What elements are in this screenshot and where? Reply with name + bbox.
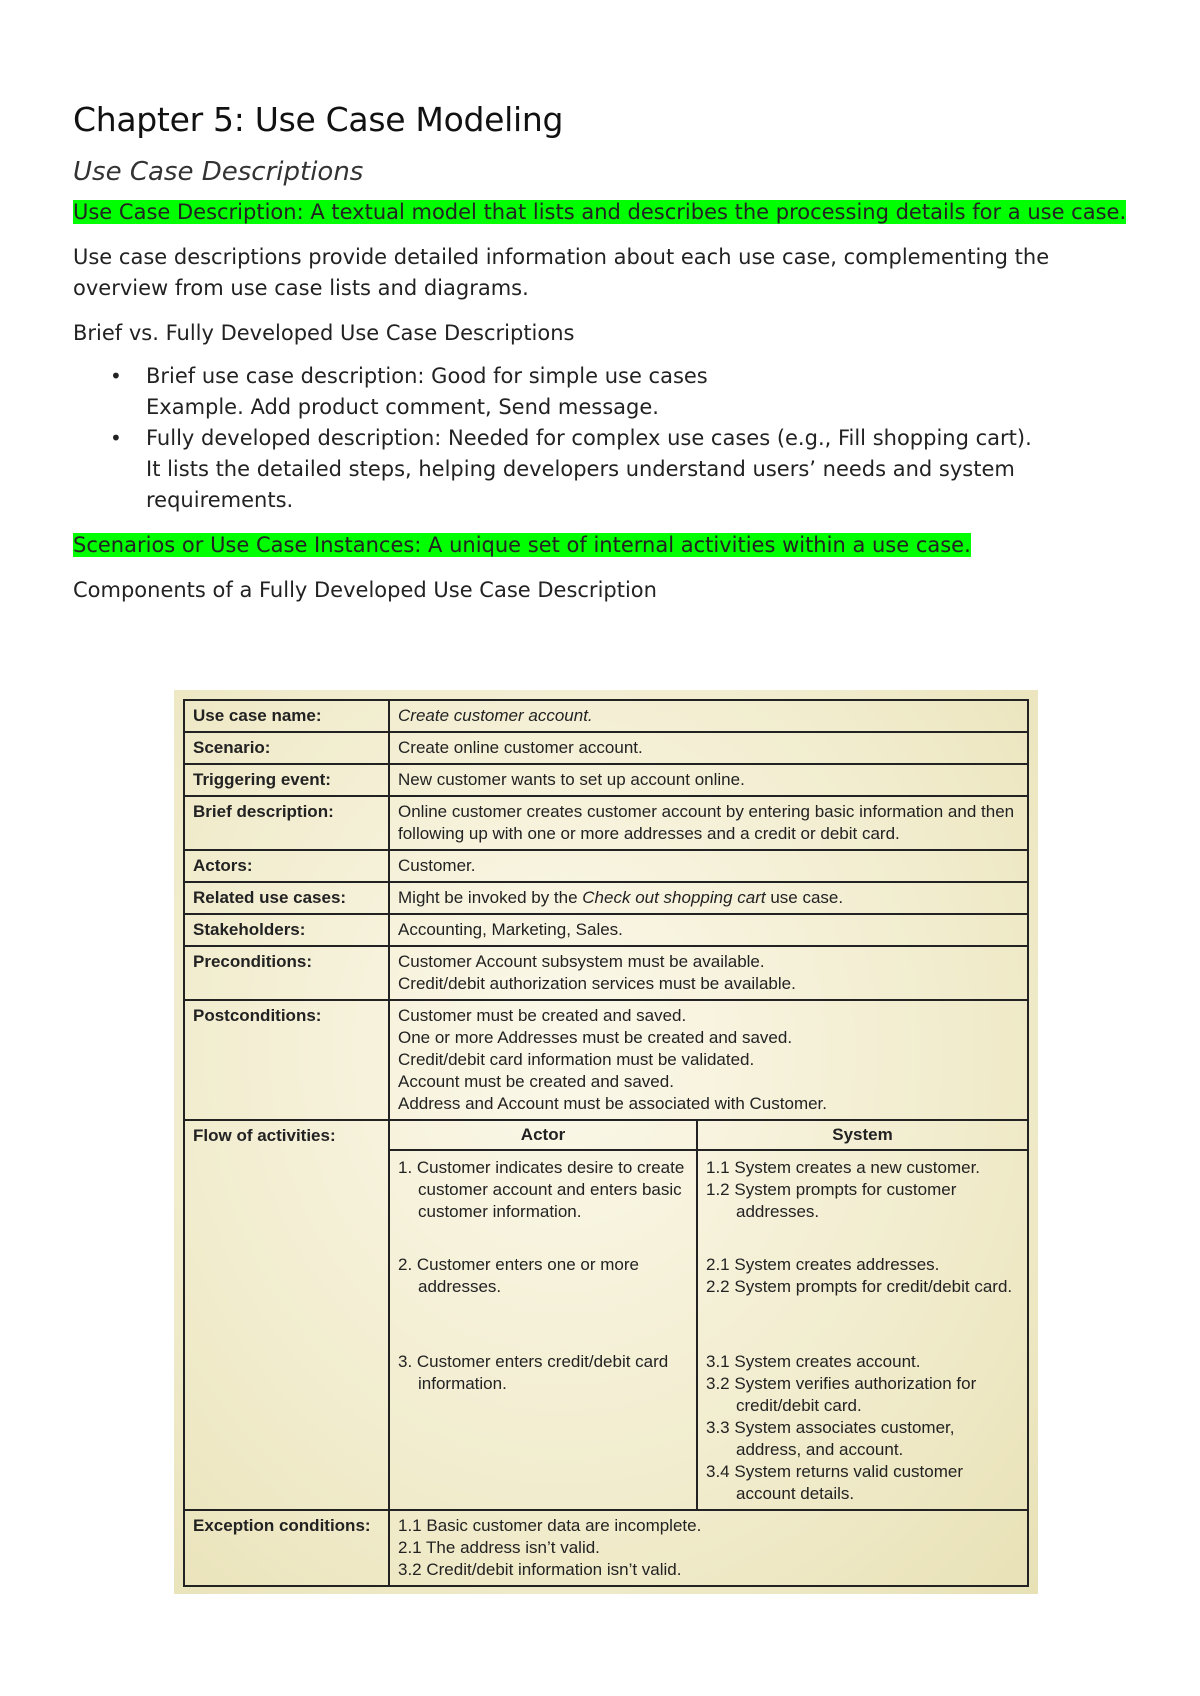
bullet-line: • Fully developed description: Needed for complex use cases (e.g., Fill shopping cart).: [146, 426, 1032, 450]
exception-line: 3.2 Credit/debit information isn’t valid.: [398, 1560, 682, 1579]
postcondition-line: Address and Account must be associated with Customer.: [398, 1094, 828, 1113]
related-text: Might be invoked by the: [398, 888, 583, 907]
bullet-line: It lists the detailed steps, helping developers understand users’ needs and system requirements.: [146, 457, 1015, 512]
actor-step-2-block: [398, 1254, 688, 1351]
highlight-definition1: Use Case Description: A textual model that lists and describes the processing details for a use case.: [73, 200, 1127, 224]
list-item: [146, 361, 1133, 423]
label-actors: Actors:: [184, 850, 389, 882]
label-triggering-event: Triggering event:: [184, 764, 389, 796]
subtitle-components: Components of a Fully Developed Use Case Description: [73, 578, 657, 602]
section-subheading: Use Case Descriptions: [73, 157, 364, 187]
definition-use-case-description: [73, 197, 1133, 228]
system-step: 3.3 System associates customer, address, and account.: [706, 1418, 955, 1459]
value-brief-description: Online customer creates customer account by entering basic information and then following up with one or more addresses and a credit or debit card.: [389, 796, 1028, 850]
system-step: 3.4 System returns valid customer account details.: [706, 1462, 963, 1503]
system-step: 1.2 System prompts for customer addresses.: [706, 1180, 957, 1221]
label-stakeholders: Stakeholders:: [184, 914, 389, 946]
list-item: [146, 423, 1133, 516]
related-text: use case.: [765, 888, 844, 907]
definition-scenarios: [73, 530, 1133, 561]
label-related-use-cases: Related use cases:: [184, 882, 389, 914]
system-step-2-block: [706, 1254, 1019, 1351]
value-postconditions: [389, 1000, 1028, 1120]
label-preconditions: Preconditions:: [184, 946, 389, 1000]
chapter-heading: Chapter 5: Use Case Modeling: [73, 100, 564, 139]
postcondition-line: One or more Addresses must be created and saved.: [398, 1028, 793, 1047]
bullet-list: [73, 361, 1133, 516]
system-step: 2.2 System prompts for credit/debit card.: [706, 1277, 1013, 1296]
value-preconditions: [389, 946, 1028, 1000]
header-system: System: [697, 1120, 1028, 1150]
postcondition-line: Account must be created and saved.: [398, 1072, 674, 1091]
postcondition-line: Customer must be created and saved.: [398, 1006, 687, 1025]
postcondition-line: Credit/debit card information must be validated.: [398, 1050, 755, 1069]
value-related-use-cases: [389, 882, 1028, 914]
exception-line: 2.1 The address isn’t valid.: [398, 1538, 600, 1557]
precondition-line: Customer Account subsystem must be available.: [398, 952, 765, 971]
system-steps-cell: [697, 1150, 1028, 1510]
related-italic: Check out shopping cart: [582, 888, 766, 907]
value-exception-conditions: [389, 1510, 1028, 1586]
use-case-table: [183, 699, 1029, 1587]
system-step: 2.1 System creates addresses.: [706, 1255, 940, 1274]
value-actors: Customer.: [389, 850, 1028, 882]
value-triggering-event: New customer wants to set up account online.: [389, 764, 1028, 796]
highlight-definition2: Scenarios or Use Case Instances: A unique set of internal activities within a use case.: [73, 533, 971, 557]
bullet-line: • Brief use case description: Good for simple use cases: [146, 364, 708, 388]
paragraph-intro: Use case descriptions provide detailed information about each use case, complementing the overview from use case lists and diagrams.: [73, 245, 1050, 300]
label-exception-conditions: Exception conditions:: [184, 1510, 389, 1586]
label-use-case-name: Use case name:: [184, 700, 389, 732]
system-step-1-block: [706, 1157, 1019, 1254]
use-case-table-figure: [174, 690, 1038, 1594]
system-step: 3.1 System creates account.: [706, 1352, 921, 1371]
header-actor: Actor: [389, 1120, 697, 1150]
actor-step: 3. Customer enters credit/debit card information.: [398, 1352, 669, 1393]
document-page: [73, 100, 1133, 606]
system-step: 1.1 System creates a new customer.: [706, 1158, 981, 1177]
system-step-3-block: [706, 1351, 1019, 1505]
actor-step-3-block: [398, 1351, 688, 1395]
bullet-line: Example. Add product comment, Send message.: [146, 395, 659, 419]
label-scenario: Scenario:: [184, 732, 389, 764]
precondition-line: Credit/debit authorization services must be available.: [398, 974, 796, 993]
label-brief-description: Brief description:: [184, 796, 389, 850]
actor-step: 1. Customer indicates desire to create customer account and enters basic customer information.: [398, 1158, 685, 1221]
label-flow-of-activities: Flow of activities:: [184, 1120, 389, 1510]
value-stakeholders: Accounting, Marketing, Sales.: [389, 914, 1028, 946]
actor-steps-cell: [389, 1150, 697, 1510]
value-scenario: Create online customer account.: [389, 732, 1028, 764]
exception-line: 1.1 Basic customer data are incomplete.: [398, 1516, 702, 1535]
label-postconditions: Postconditions:: [184, 1000, 389, 1120]
value-use-case-name: Create customer account.: [389, 700, 1028, 732]
subtitle-brief-vs-full: Brief vs. Fully Developed Use Case Descriptions: [73, 321, 575, 345]
actor-step-1-block: [398, 1157, 688, 1254]
actor-step: 2. Customer enters one or more addresses.: [398, 1255, 639, 1296]
system-step: 3.2 System verifies authorization for credit/debit card.: [706, 1374, 977, 1415]
